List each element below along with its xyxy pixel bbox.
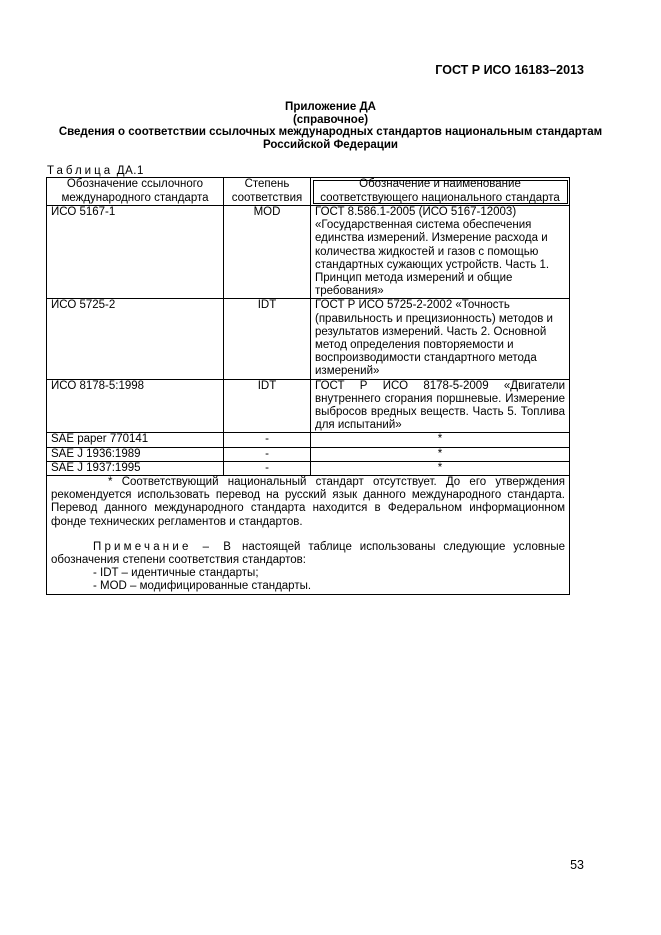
document-code: ГОСТ Р ИСО 16183–2013 (435, 63, 584, 77)
header-col3-line1: Обозначение и наименование (359, 178, 521, 190)
header-col3-line2: соответствующего национального стандарта (320, 191, 560, 204)
row-national-cell: ГОСТ 8.586.1-2005 (ИСО 5167-12003) «Государственная система обеспечения единства измерений. Измерение расхода и количества жидкостей и газов с помощью стандартных сужающих устройств. Часть 1. Принцип метода измерений и общие требования» (311, 206, 570, 299)
header-col1-line1: Обозначение ссылочного (66, 178, 204, 190)
table-row (47, 433, 570, 447)
footnote-text: * Соответствующий национальный стандарт отсутствует. До его утверждения рекомендуется использовать перевод на русский язык данного международного стандарта. Перевод данного международного стандарта находится в Федеральном информационном фонде технических регламентов и стандартов. (51, 476, 565, 528)
table-caption-id: ДА.1 (116, 165, 144, 177)
note-text: настоящей таблице использованы следующие условные обозначения степени соответствия стандартов: (51, 540, 565, 567)
page-number: 53 (570, 858, 584, 872)
table-header-row (47, 178, 570, 206)
header-degree (224, 178, 311, 206)
row-degree-cell: MOD (224, 206, 311, 299)
row-national-cell: ГОСТ Р ИСО 5725-2-2002 «Точность (правильность и прецизионность) методов и результатов измерений. Часть 2. Основной метод определения повторяемости и воспроизводимости стандартного метода измерений» (311, 299, 570, 379)
row-std-cell: ИСО 5725-2 (47, 299, 224, 379)
row-std-cell: ИСО 8178-5:1998 (47, 379, 224, 433)
table-row (47, 299, 570, 379)
row-degree-cell: - (224, 461, 311, 475)
row-std-cell: SAE paper 770141 (47, 433, 224, 447)
note (51, 541, 565, 567)
table-footer-cell (47, 476, 570, 595)
annex-subtitle-line2: Российской Федерации (262, 139, 398, 151)
row-std-cell: ИСО 5167-1 (47, 206, 224, 299)
note-item-mod: - MOD – модифицированные стандарты. (93, 580, 312, 593)
table-row (47, 447, 570, 461)
row-national-cell: * (311, 461, 570, 475)
header-col2-line1: Степень (244, 178, 290, 190)
header-col1-line2: международного стандарта (61, 191, 209, 204)
table-caption-prefix: Таблица (47, 165, 114, 177)
annex-status: (справочное) (292, 114, 369, 126)
table-row (47, 206, 570, 299)
note-item-idt: - IDT – идентичные стандарты; (93, 567, 259, 580)
correspondence-table (46, 177, 570, 595)
table-footer-row (47, 476, 570, 595)
header-col2-line2: соответствия (231, 191, 303, 204)
row-degree-cell: - (224, 433, 311, 447)
table-row (47, 379, 570, 433)
row-national-cell: * (311, 433, 570, 447)
table-row (47, 461, 570, 475)
header-international-standard (47, 178, 224, 206)
row-std-cell: SAE J 1937:1995 (47, 461, 224, 475)
row-degree-cell: IDT (224, 379, 311, 433)
row-degree-cell: IDT (224, 299, 311, 379)
row-national-cell: * (311, 447, 570, 461)
table-caption (47, 165, 144, 177)
note-label: Примечание – В (93, 540, 235, 553)
annex-subtitle-line1: Сведения о соответствии ссылочных международных стандартов национальным стандартам (58, 126, 603, 138)
annex-title: Приложение ДА (285, 101, 376, 113)
header-national-standard (311, 178, 570, 206)
row-std-cell: SAE J 1936:1989 (47, 447, 224, 461)
row-degree-cell: - (224, 447, 311, 461)
row-national-cell: ГОСТ Р ИСО 8178-5-2009 «Двигатели внутреннего сгорания поршневые. Измерение выбросов вредных веществ. Часть 5. Топлива для испытаний» (311, 379, 570, 433)
